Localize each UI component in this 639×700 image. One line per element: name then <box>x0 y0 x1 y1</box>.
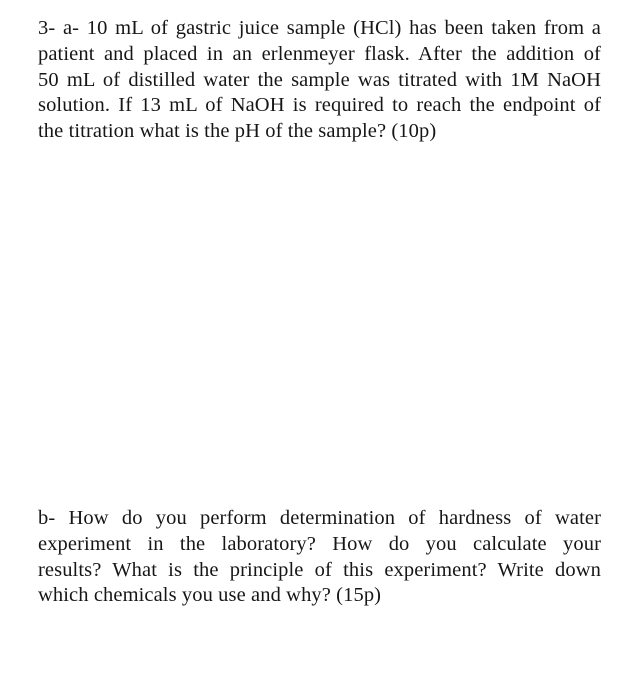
question-3a-line-1: 3- a- 10 mL of gastric juice sample (HCl) has been taken from a <box>38 17 601 39</box>
question-3b-line-2: experiment in the laboratory? How do you calculate your <box>38 532 601 555</box>
question-3b-line-3: results? What is the principle of this experiment? Write down <box>38 558 601 581</box>
question-3a <box>38 16 601 145</box>
question-3a-line-3: 50 mL of distilled water the sample was titrated with 1M NaOH <box>38 68 601 91</box>
question-3a-line-4: solution. If 13 mL of NaOH is required to reach the endpoint of <box>38 94 601 117</box>
question-3b-line-4: which chemicals you use and why? (15p) <box>38 584 382 607</box>
question-3a-line-2: patient and placed in an erlenmeyer flask. After the addition of <box>38 42 601 65</box>
question-3b-line-1: b- How do you perform determination of hardness of water <box>38 507 601 529</box>
question-3a-line-5: the titration what is the pH of the sample? (10p) <box>38 120 437 143</box>
question-3b <box>38 506 601 609</box>
